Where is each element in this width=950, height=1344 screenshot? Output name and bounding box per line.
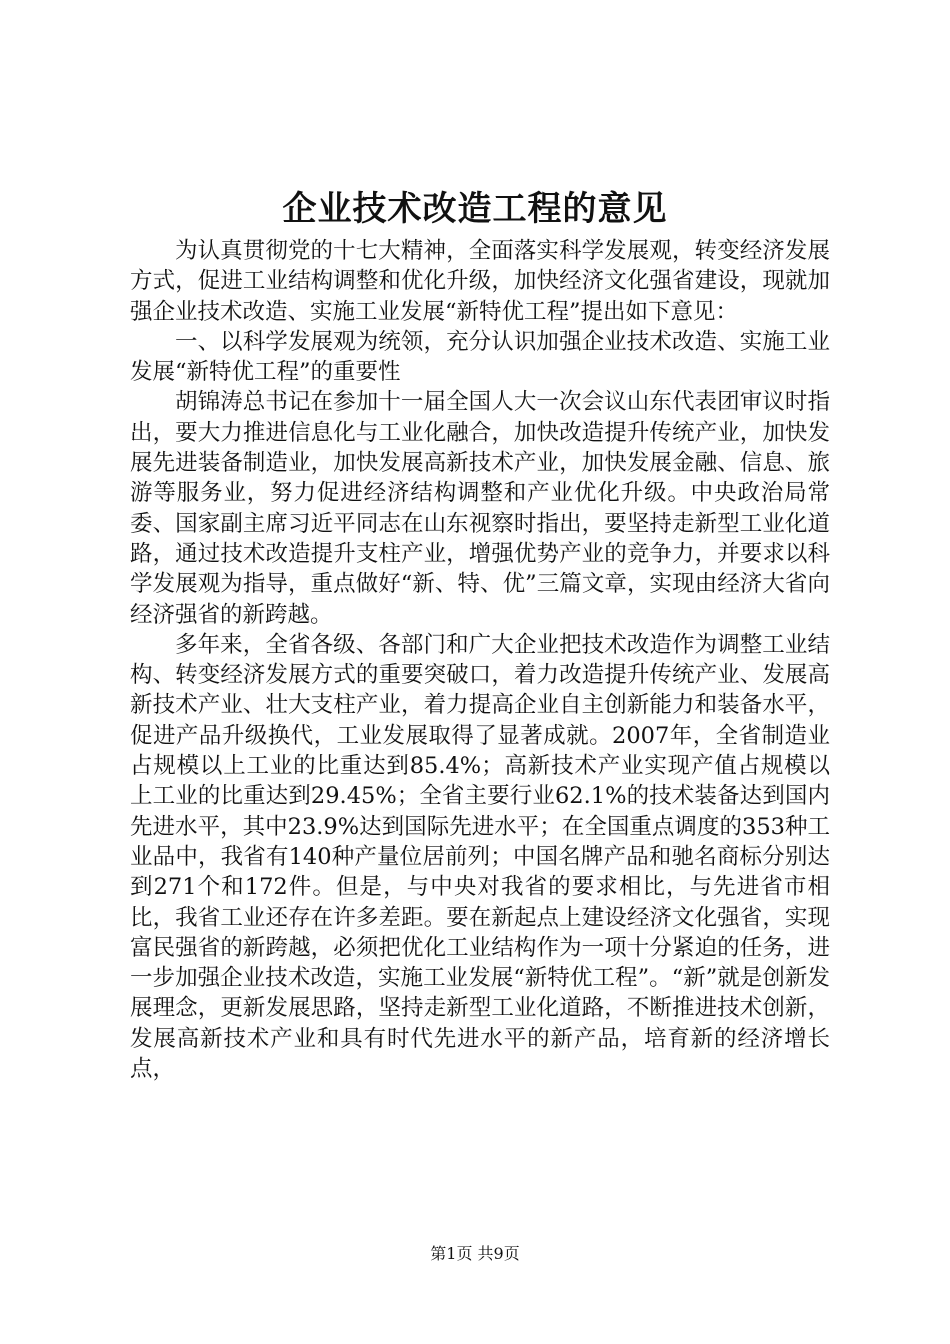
paragraph-achievements: 多年来，全省各级、各部门和广大企业把技术改造作为调整工业结构、转变经济发展方式的重要突破口，着力改造提升传统产业、发展高新技术产业、壮大支柱产业，着力提高企业自主创新能力和装备水平，促进产品升级换代，工业发展取得了显著成就。2007年，全省制造业占规模以上工业的比重达到85.4%；高新技术产业实现产值占规模以上工业的比重达到29.45%；全省主要行业62.1%的技术装备达到国内先进水平，其中23.9%达到国际先进水平；在全国重点调度的353种工业品中，我省有140种产量位居前列；中国名牌产品和驰名商标分别达到271个和172件。但是，与中央对我省的要求相比，与先进省市相比，我省工业还存在许多差距。要在新起点上建设经济文化强省，实现富民强省的新跨越，必须把优化工业结构作为一项十分紧迫的任务，进一步加强企业技术改造，实施工业发展“新特优工程”。“新”就是创新发展理念，更新发展思路，坚持走新型工业化道路，不断推进技术创新，发展高新技术产业和具有时代先进水平的新产品，培育新的经济增长点， xyxy=(130,631,830,1083)
document-body xyxy=(130,236,830,1084)
paragraph-speech: 胡锦涛总书记在参加十一届全国人大一次会议山东代表团审议时指出，要大力推进信息化与工业化融合，加快改造提升传统产业，加快发展先进装备制造业，加快发展高新技术产业，加快发展金融、信息、旅游等服务业，努力促进经济结构调整和产业优化升级。中央政治局常委、国家副主席习近平同志在山东视察时指出，要坚持走新型工业化道路，通过技术改造提升支柱产业，增强优势产业的竞争力，并要求以科学发展观为指导，重点做好“新、特、优”三篇文章，实现由经济大省向经济强省的新跨越。 xyxy=(130,389,830,628)
paragraph-intro: 为认真贯彻党的十七大精神，全面落实科学发展观，转变经济发展方式，促进工业结构调整和优化升级，加快经济文化强省建设，现就加强企业技术改造、实施工业发展“新特优工程”提出如下意见： xyxy=(130,238,830,325)
paragraph-section-heading: 一、以科学发展观为统领，充分认识加强企业技术改造、实施工业发展“新特优工程”的重要性 xyxy=(130,328,830,386)
document-title: 企业技术改造工程的意见 xyxy=(282,189,668,229)
page-footer: 第1页 共9页 xyxy=(430,1244,520,1263)
